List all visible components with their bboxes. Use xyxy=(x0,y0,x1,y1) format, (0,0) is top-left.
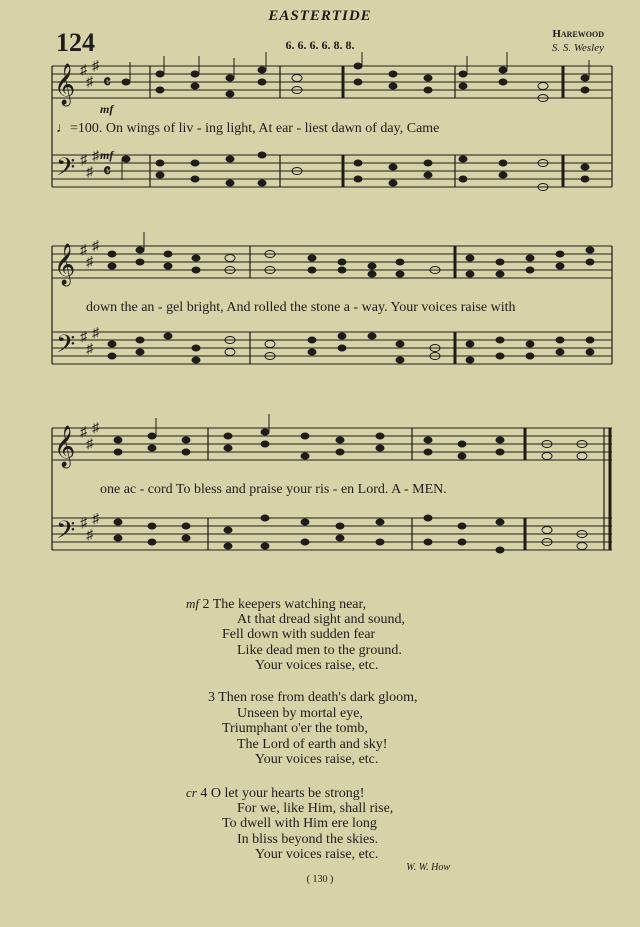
svg-text:♯: ♯ xyxy=(86,437,93,452)
svg-text:♯: ♯ xyxy=(80,425,87,440)
meter: 6. 6. 6. 6. 8. 8. xyxy=(285,38,355,52)
treble-staff xyxy=(52,66,612,98)
svg-text:♯: ♯ xyxy=(92,421,99,436)
music-system-3 xyxy=(0,414,640,584)
tune-name: Harewood xyxy=(552,28,604,40)
svg-text:♯: ♯ xyxy=(80,516,87,531)
bass-clef-icon: 𝄢 xyxy=(56,154,76,187)
svg-text:♯: ♯ xyxy=(80,153,87,168)
svg-text:♯: ♯ xyxy=(92,512,99,527)
season-heading: EASTERTIDE xyxy=(268,8,372,24)
hymn-number: 124 xyxy=(56,28,95,57)
bass-clef-icon: 𝄢 xyxy=(56,517,76,550)
bass-staff xyxy=(52,155,612,187)
svg-text:♯: ♯ xyxy=(86,342,93,357)
page-number: ( 130 ) xyxy=(306,874,334,885)
svg-text:𝄴: 𝄴 xyxy=(103,161,112,181)
svg-text:♯: ♯ xyxy=(92,326,99,341)
svg-text:♯: ♯ xyxy=(92,239,99,254)
lyrics-line-3: one ac - cord To bless and praise your ris - en Lord. A - MEN. xyxy=(100,482,447,497)
tempo-mark: ♩=100. xyxy=(56,121,103,136)
bass-clef-icon: 𝄢 xyxy=(56,331,76,364)
composer: S. S. Wesley xyxy=(551,42,604,54)
key-signature xyxy=(80,239,100,357)
stanza-number: 4 xyxy=(200,786,208,801)
stanza-mark: mf xyxy=(186,596,199,611)
svg-text:♯: ♯ xyxy=(86,165,93,180)
treble-clef-icon: 𝄞 xyxy=(54,426,76,466)
treble-clef-icon: 𝄞 xyxy=(54,244,76,284)
svg-text:♯: ♯ xyxy=(86,255,93,270)
treble-clef-icon: 𝄞 xyxy=(54,64,76,104)
svg-text:𝄴: 𝄴 xyxy=(103,72,112,92)
svg-text:♯: ♯ xyxy=(92,149,99,164)
svg-text:♯: ♯ xyxy=(86,75,93,90)
dynamic-mark: mf xyxy=(100,148,114,162)
svg-text:♯: ♯ xyxy=(92,59,99,74)
stanza-mark: cr xyxy=(186,785,197,800)
dynamic-mark: mf xyxy=(100,102,114,116)
stanza-number: 3 xyxy=(208,690,215,705)
svg-text:♯: ♯ xyxy=(80,63,87,78)
svg-text:♯: ♯ xyxy=(86,528,93,543)
stanza-number: 2 xyxy=(202,597,210,612)
notes xyxy=(108,232,594,363)
key-signature xyxy=(80,59,100,180)
svg-text:♯: ♯ xyxy=(80,330,87,345)
key-signature xyxy=(80,421,100,543)
svg-text:♯: ♯ xyxy=(80,243,87,258)
lyrics-line-1: ♩=100. On wings of liv - ing light, At ear - liest dawn of day, Came xyxy=(56,121,440,136)
lyrics-line-2: down the an - gel bright, And rolled the stone a - way. Your voices raise with xyxy=(86,300,516,315)
author: W. W. How xyxy=(406,862,450,873)
